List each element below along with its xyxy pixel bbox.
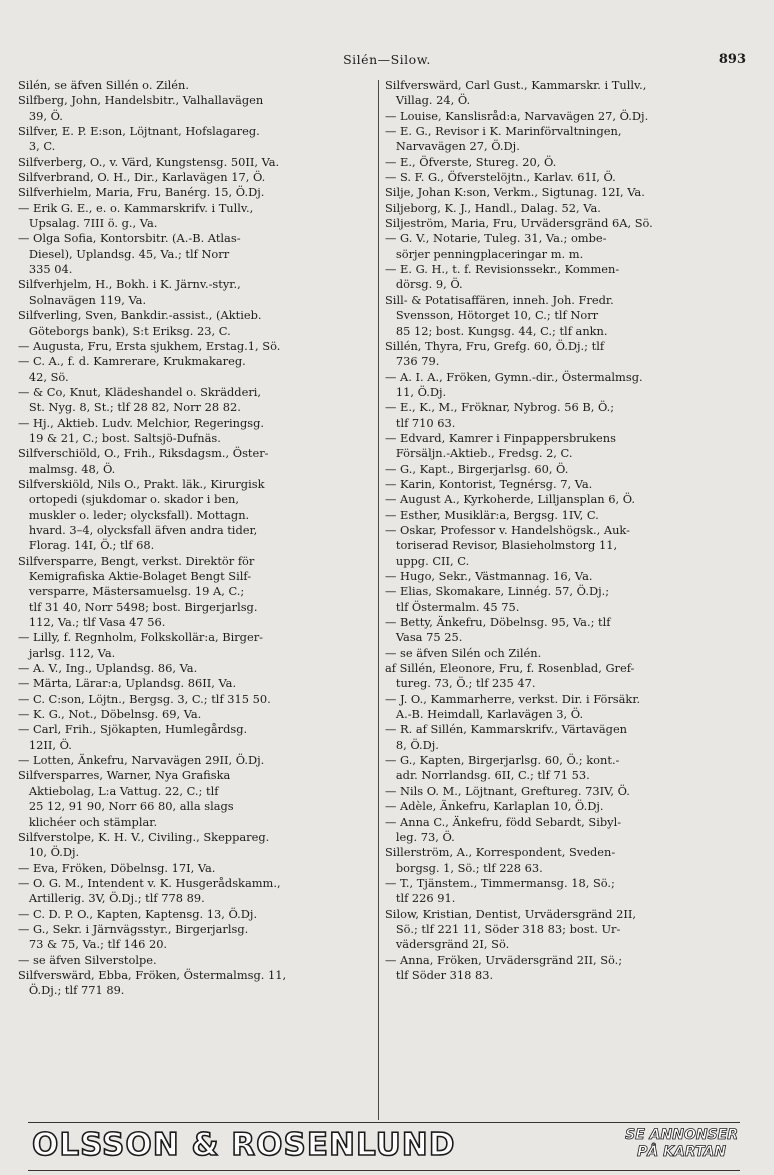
left-entry-line: Silfverberg, O., v. Värd, Kungstensg. 50II, Va. bbox=[18, 154, 280, 169]
right-entry-line: — Esther, Musiklär:a, Bergsg. 1IV, C. bbox=[385, 507, 599, 522]
column-divider bbox=[378, 80, 379, 1120]
left-entry-line: tlf 31 40, Norr 5498; bost. Birgerjarlsg. bbox=[18, 599, 258, 614]
left-entry-line: versparre, Mästersamuelsg. 19 A, C.; bbox=[18, 584, 245, 599]
left-entry-line: Silfversparre, Bengt, verkst. Direktör för bbox=[18, 553, 255, 568]
left-column bbox=[18, 78, 370, 999]
right-entry-line: A.-B. Heimdall, Karlavägen 3, Ö. bbox=[385, 707, 584, 722]
ad-rule-bottom bbox=[28, 1170, 740, 1171]
left-entry-line: Silfverling, Sven, Bankdir.-assist., (Aktieb. bbox=[18, 308, 262, 323]
left-entry-line: Silfberg, John, Handelsbitr., Valhallavägen bbox=[18, 93, 264, 108]
left-entry-line: — C. D. P. O., Kapten, Kaptensg. 13, Ö.Dj. bbox=[18, 906, 258, 921]
left-entry-line: — se äfven Silverstolpe. bbox=[18, 952, 157, 967]
left-entry-line: Silfverbrand, O. H., Dir., Karlavägen 17, Ö. bbox=[18, 170, 266, 185]
left-entry-line: — Olga Sofia, Kontorsbitr. (A.-B. Atlas- bbox=[18, 231, 241, 246]
right-entry-line: Siljeborg, K. J., Handl., Dalag. 52, Va. bbox=[385, 200, 601, 215]
right-entry-line: — Louise, Kanslisråd:a, Narvavägen 27, Ö.Dj. bbox=[385, 108, 649, 123]
right-entry-line: — T., Tjänstem., Timmermansg. 18, Sö.; bbox=[385, 875, 615, 890]
left-entry-line: Göteborgs bank), S:t Eriksg. 23, C. bbox=[18, 323, 231, 338]
right-entry-line: — Betty, Änkefru, Döbelnsg. 95, Va.; tlf bbox=[385, 615, 611, 630]
left-entry-line: — Hj., Aktieb. Ludv. Melchior, Regeringsg. bbox=[18, 415, 264, 430]
right-entry-line: Svensson, Hötorget 10, C.; tlf Norr bbox=[385, 308, 599, 323]
right-entry-line: — Edvard, Kamrer i Finpappersbrukens bbox=[385, 430, 616, 445]
left-entry-line: — Lilly, f. Regnholm, Folkskollär:a, Birger- bbox=[18, 630, 264, 645]
left-entry-line: 25 12, 91 90, Norr 66 80, alla slags bbox=[18, 799, 234, 814]
right-entry-line: 85 12; bost. Kungsg. 44, C.; tlf ankn. bbox=[385, 323, 608, 338]
ad-tagline-line1: SE ANNONSER bbox=[625, 1127, 738, 1143]
left-entry-line: — Carl, Frih., Sjökapten, Humlegårdsg. bbox=[18, 722, 248, 737]
right-entry-line: — J. O., Kammarherre, verkst. Dir. i Försäkr. bbox=[385, 691, 641, 706]
right-entry-line: — E., Öfverste, Stureg. 20, Ö. bbox=[385, 154, 557, 169]
right-entry-line: tlf 226 91. bbox=[385, 891, 456, 906]
right-entry-line: toriserad Revisor, Blasieholmstorg 11, bbox=[385, 538, 618, 553]
left-entry-line: ortopedi (sjukdomar o. skador i ben, bbox=[18, 492, 239, 507]
right-entry-line: Sö.; tlf 221 11, Söder 318 83; bost. Ur- bbox=[385, 921, 621, 936]
left-entry-line: Ö.Dj.; tlf 771 89. bbox=[18, 983, 125, 998]
right-entry-line: Siljeström, Maria, Fru, Urvädersgränd 6A, Sö. bbox=[385, 216, 653, 231]
left-entry-line: Silfver, E. P. E:son, Löjtnant, Hofslagareg. bbox=[18, 124, 260, 139]
left-entry-line: Silfverswärd, Ebba, Fröken, Östermalmsg. 11, bbox=[18, 967, 287, 982]
right-entry-line: — Karin, Kontorist, Tegnérsg. 7, Va. bbox=[385, 476, 593, 491]
right-entry-line: — R. af Sillén, Kammarskrifv., Värtavägen bbox=[385, 722, 628, 737]
left-entry-line: Artillerig. 3V, Ö.Dj.; tlf 778 89. bbox=[18, 891, 205, 906]
left-entry-line: Silén, se äfven Sillén o. Zilén. bbox=[18, 78, 189, 92]
right-entry-line: borgsg. 1, Sö.; tlf 228 63. bbox=[385, 860, 543, 875]
left-entry-line: Silfverschiöld, O., Frih., Riksdagsm., Öster- bbox=[18, 446, 269, 461]
ad-tagline-line2: PÅ KARTAN bbox=[637, 1144, 726, 1160]
left-entry-line: — C. A., f. d. Kamrerare, Krukmakareg. bbox=[18, 354, 246, 369]
left-entry-line: klichéer och stämplar. bbox=[18, 814, 158, 829]
left-entry-line: — G., Sekr. i Järnvägsstyr., Birgerjarlsg. bbox=[18, 921, 249, 936]
left-entry-line: 112, Va.; tlf Vasa 47 56. bbox=[18, 615, 166, 630]
running-head-title: Silén—Silow. bbox=[343, 52, 431, 67]
right-entry-line: Sillén, Thyra, Fru, Grefg. 60, Ö.Dj.; tlf bbox=[385, 338, 605, 353]
left-entry-line: 12II, Ö. bbox=[18, 737, 72, 752]
left-entry-line: 42, Sö. bbox=[18, 369, 69, 384]
left-entry-line: — O. G. M., Intendent v. K. Husgerådskamm., bbox=[18, 875, 281, 890]
left-entry-line: Silfverskiöld, Nils O., Prakt. läk., Kirurgisk bbox=[18, 476, 265, 491]
left-entry-line: Florag. 14I, Ö.; tlf 68. bbox=[18, 538, 155, 553]
advertisement-banner bbox=[32, 1127, 742, 1167]
right-entry-line: leg. 73, Ö. bbox=[385, 829, 455, 844]
right-entry-line: — G., Kapten, Birgerjarlsg. 60, Ö.; kont.- bbox=[385, 753, 620, 768]
left-entry-line: — Eva, Fröken, Döbelnsg. 17I, Va. bbox=[18, 860, 216, 875]
ad-rule-top bbox=[28, 1122, 740, 1123]
right-entry-line: — se äfven Silén och Zilén. bbox=[385, 645, 542, 660]
right-entry-line: — G. V., Notarie, Tuleg. 31, Va.; ombe- bbox=[385, 231, 607, 246]
left-entry-line: 3, C. bbox=[18, 139, 56, 154]
right-entry-line: Silow, Kristian, Dentist, Urvädersgränd 2II, bbox=[385, 906, 636, 921]
right-entry-line: Vasa 75 25. bbox=[385, 630, 463, 645]
right-entry-line: — E. G. H., t. f. Revisionssekr., Kommen- bbox=[385, 262, 620, 277]
right-entry-line: dörsg. 9, Ö. bbox=[385, 277, 463, 292]
right-entry-line: Silfverswärd, Carl Gust., Kammarskr. i Tullv., bbox=[385, 78, 647, 92]
right-entry-line: tlf Östermalm. 45 75. bbox=[385, 599, 520, 614]
right-entry-line: — Nils O. M., Löjtnant, Greftureg. 73IV, Ö. bbox=[385, 783, 630, 798]
left-entry-line: St. Nyg. 8, St.; tlf 28 82, Norr 28 82. bbox=[18, 400, 241, 415]
right-entry-line: — Oskar, Professor v. Handelshögsk., Auk- bbox=[385, 522, 630, 537]
right-entry-line: — Elias, Skomakare, Linnég. 57, Ö.Dj.; bbox=[385, 584, 610, 599]
left-entry-line: 39, Ö. bbox=[18, 108, 63, 123]
right-entry-line: — S. F. G., Öfverstelöjtn., Karlav. 61I, Ö. bbox=[385, 170, 616, 185]
right-entry-line: 8, Ö.Dj. bbox=[385, 737, 439, 752]
left-entry-line: hvard. 3–4, olycksfall äfven andra tider, bbox=[18, 522, 258, 537]
right-entry-line: Sillerström, A., Korrespondent, Sveden- bbox=[385, 845, 616, 860]
left-entry-line: malmsg. 48, Ö. bbox=[18, 461, 116, 476]
right-entry-line: uppg. CII, C. bbox=[385, 553, 470, 568]
right-entry-line: tlf 710 63. bbox=[385, 415, 456, 430]
left-entry-line: — Märta, Lärar:a, Uplandsg. 86II, Va. bbox=[18, 676, 237, 691]
right-entry-line: tlf Söder 318 83. bbox=[385, 967, 494, 982]
right-entry-line: Narvavägen 27, Ö.Dj. bbox=[385, 139, 520, 154]
left-entry-line: jarlsg. 112, Va. bbox=[18, 645, 116, 660]
left-entry-line: — Erik G. E., e. o. Kammarskrifv. i Tullv., bbox=[18, 200, 254, 215]
left-entry-line: — A. V., Ing., Uplandsg. 86, Va. bbox=[18, 661, 198, 676]
right-entry-line: — G., Kapt., Birgerjarlsg. 60, Ö. bbox=[385, 461, 569, 476]
left-entry-line: 335 04. bbox=[18, 262, 73, 277]
left-entry-line: Solnavägen 119, Va. bbox=[18, 292, 147, 307]
right-entry-line: — A. I. A., Fröken, Gymn.-dir., Östermalmsg. bbox=[385, 369, 643, 384]
right-entry-line: vädersgränd 2I, Sö. bbox=[385, 937, 510, 952]
right-entry-line: — E. G., Revisor i K. Marinförvaltningen, bbox=[385, 124, 622, 139]
left-entry-line: — C. C:son, Löjtn., Bergsg. 3, C.; tlf 315 50. bbox=[18, 691, 271, 706]
left-entry-line: Silfverhjelm, H., Bokh. i K. Järnv.-styr., bbox=[18, 277, 241, 292]
right-entry-line: — Anna C., Änkefru, född Sebardt, Sibyl- bbox=[385, 814, 622, 829]
right-entry-line: Silje, Johan K:son, Verkm., Sigtunag. 12I, Va. bbox=[385, 185, 645, 200]
right-entry-line: tureg. 73, Ö.; tlf 235 47. bbox=[385, 676, 536, 691]
left-entry-line: — K. G., Not., Döbelnsg. 69, Va. bbox=[18, 707, 202, 722]
right-entry-line: 11, Ö.Dj. bbox=[385, 384, 447, 399]
right-entry-line: — August A., Kyrkoherde, Lilljansplan 6, Ö. bbox=[385, 492, 636, 507]
left-entry-line: Silfverhielm, Maria, Fru, Banérg. 15, Ö.Dj. bbox=[18, 185, 265, 200]
left-entry-line: 10, Ö.Dj. bbox=[18, 845, 80, 860]
ad-brand-name: OLSSON & ROSENLUND bbox=[32, 1127, 456, 1163]
running-head bbox=[0, 52, 774, 72]
left-entry-line: — Augusta, Fru, Ersta sjukhem, Erstag.1, Sö. bbox=[18, 338, 281, 353]
right-column bbox=[385, 78, 760, 983]
ad-tagline bbox=[625, 1127, 738, 1161]
right-entry-line: 736 79. bbox=[385, 354, 440, 369]
left-entry-line: — Lotten, Änkefru, Narvavägen 29II, Ö.Dj. bbox=[18, 753, 265, 768]
left-entry-line: 73 & 75, Va.; tlf 146 20. bbox=[18, 937, 168, 952]
right-entry-line: Försäljn.-Aktieb., Fredsg. 2, C. bbox=[385, 446, 573, 461]
left-entry-line: 19 & 21, C.; bost. Saltsjö-Dufnäs. bbox=[18, 430, 221, 445]
left-entry-line: Diesel), Uplandsg. 45, Va.; tlf Norr bbox=[18, 246, 230, 261]
left-entry-line: — & Co, Knut, Klädeshandel o. Skrädderi, bbox=[18, 384, 262, 399]
left-entry-line: Upsalag. 7III ö. g., Va. bbox=[18, 216, 158, 231]
right-entry-line: — Hugo, Sekr., Västmannag. 16, Va. bbox=[385, 569, 593, 583]
right-entry-line: — Anna, Fröken, Urvädersgränd 2II, Sö.; bbox=[385, 952, 623, 967]
left-entry-line: Silfverstolpe, K. H. V., Civiling., Skeppareg. bbox=[18, 829, 270, 844]
page-number: 893 bbox=[718, 52, 746, 67]
right-entry-line: sörjer penningplaceringar m. m. bbox=[385, 246, 584, 261]
left-entry-line: Kemigrafiska Aktie-Bolaget Bengt Silf- bbox=[18, 569, 252, 583]
right-entry-line: Sill- & Potatisaffären, inneh. Joh. Fredr. bbox=[385, 292, 614, 307]
left-entry-line: Silfversparres, Warner, Nya Grafiska bbox=[18, 768, 231, 783]
right-entry-line: adr. Norrlandsg. 6II, C.; tlf 71 53. bbox=[385, 768, 590, 783]
right-entry-line: — Adèle, Änkefru, Karlaplan 10, Ö.Dj. bbox=[385, 799, 604, 814]
right-entry-line: af Sillén, Eleonore, Fru, f. Rosenblad, Gref- bbox=[385, 661, 635, 676]
right-entry-line: — E., K., M., Fröknar, Nybrog. 56 B, Ö.; bbox=[385, 400, 615, 415]
right-entry-line: Villag. 24, Ö. bbox=[385, 93, 471, 108]
left-entry-line: Aktiebolag, L:a Vattug. 22, C.; tlf bbox=[18, 783, 219, 798]
left-entry-line: muskler o. leder; olycksfall). Mottagn. bbox=[18, 507, 250, 522]
